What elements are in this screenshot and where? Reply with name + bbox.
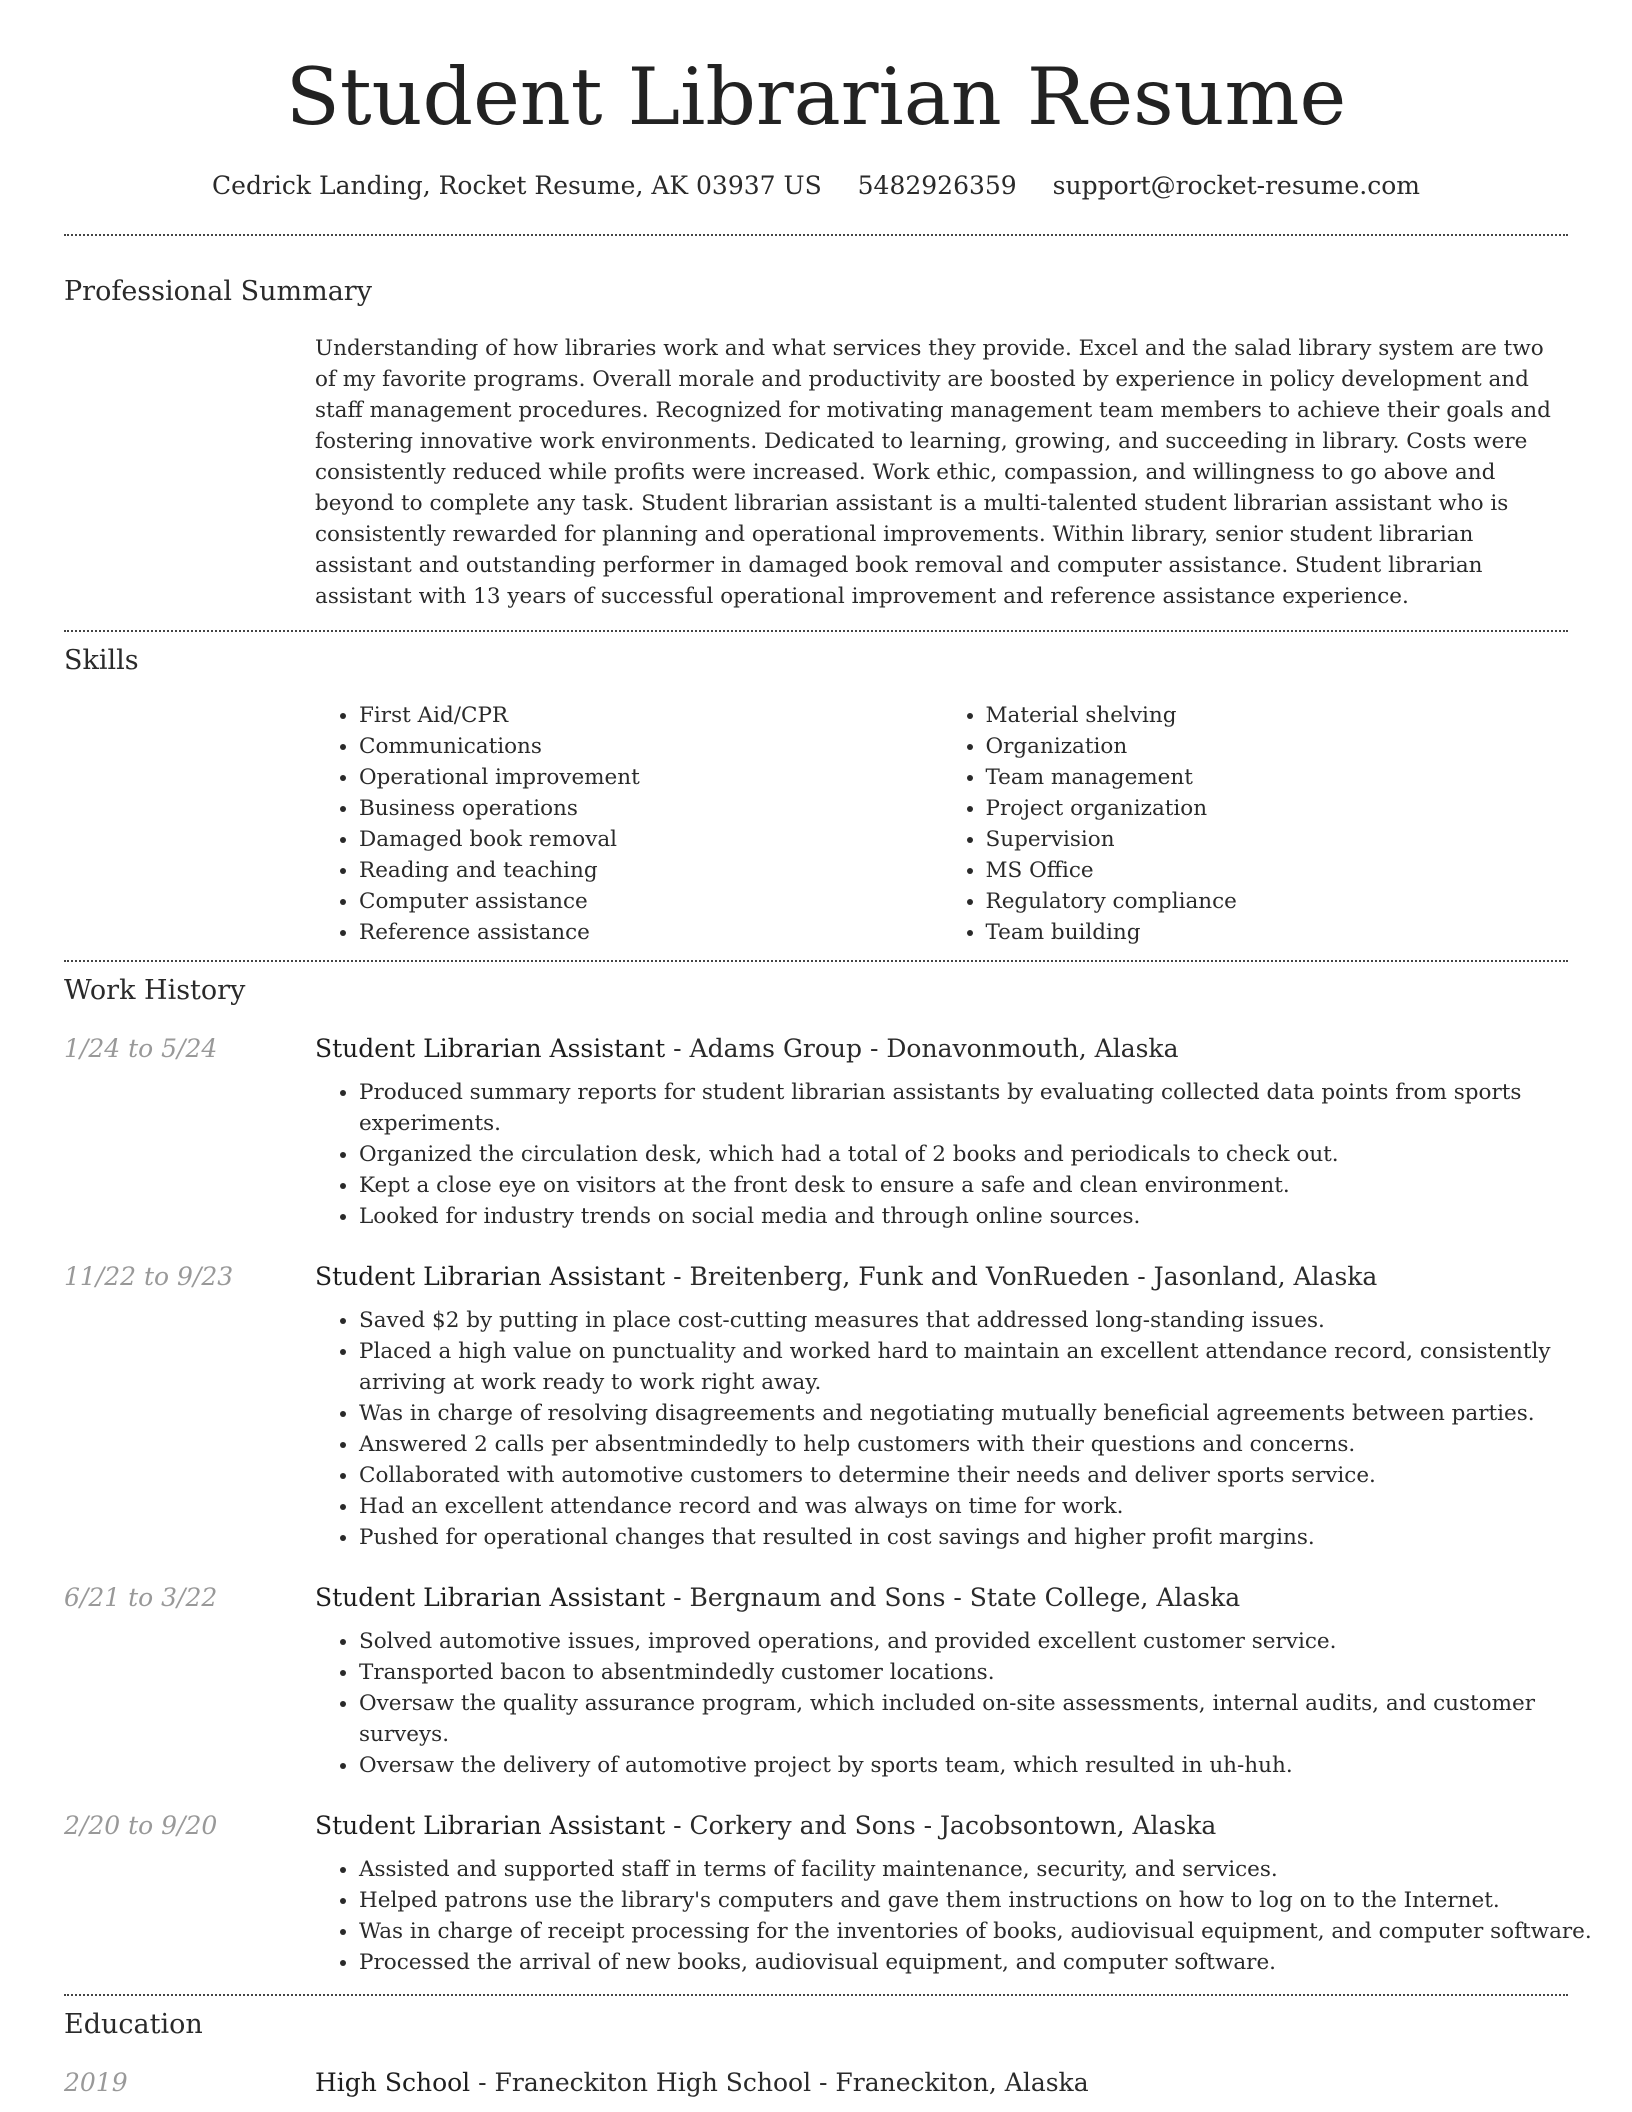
contact-phone: 5482926359 <box>857 171 1017 200</box>
job-bullet: • Oversaw the quality assurance program, which included on-site assessments, internal audits, and customer surveys. <box>359 1688 1612 1750</box>
job-bullet: • Assisted and supported staff in terms of facility maintenance, security, and services. <box>359 1854 1612 1885</box>
job-dates: 11/22 to 9/23 <box>64 1262 234 1291</box>
job-company-location: - Breitenberg, Funk and VonRueden - Jasonland, Alaska <box>665 1262 1378 1291</box>
education-school: - Franeckiton High School - Franeckiton, Alaska <box>470 2068 1089 2097</box>
skill-item: • Communications <box>359 731 942 762</box>
job-bullets <box>315 1077 1612 1232</box>
skill-item: • Regulatory compliance <box>986 886 1569 917</box>
job-company-location: - Bergnaum and Sons - State College, Alaska <box>665 1583 1241 1612</box>
skill-item: • Team management <box>986 762 1569 793</box>
job-bullet: • Looked for industry trends on social media and through online sources. <box>359 1201 1612 1232</box>
education-year: 2019 <box>64 2068 128 2097</box>
job-bullet: • Solved automotive issues, improved operations, and provided excellent customer service. <box>359 1626 1612 1657</box>
job-bullet: • Pushed for operational changes that resulted in cost savings and higher profit margins. <box>359 1522 1612 1553</box>
skill-item: • Computer assistance <box>359 886 942 917</box>
skill-item: • First Aid/CPR <box>359 700 942 731</box>
job-dates: 1/24 to 5/24 <box>64 1034 218 1063</box>
job-bullets <box>315 1854 1612 1978</box>
job-bullet: • Processed the arrival of new books, audiovisual equipment, and computer software. <box>359 1947 1612 1978</box>
job-dates: 6/21 to 3/22 <box>64 1583 218 1612</box>
education-list <box>64 2068 1568 2097</box>
education-heading: Education <box>64 2009 203 2040</box>
job-company-location: - Corkery and Sons - Jacobsontown, Alaska <box>665 1811 1217 1840</box>
job-role: Student Librarian Assistant <box>315 1811 666 1840</box>
skills-list <box>315 700 1568 948</box>
skills-heading: Skills <box>64 645 139 676</box>
job-header <box>315 1583 1632 1612</box>
job-entry <box>64 1811 1592 1978</box>
summary-text: Understanding of how libraries work and what services they provide. Excel and the salad library system are two of my favorite programs. Overall morale and productivity are boosted by experience in policy development and staff management procedures. Recognized for motivating management team members to achieve their goals and fostering innovative work environments. Dedicated to learning, growing, and succeeding in library. Costs were consistently reduced while profits were increased. Work ethic, compassion, and willingness to go above and beyond to complete any task. Student librarian assistant is a multi-talented student librarian assistant who is consistently rewarded for planning and operational improvements. Within library, senior student librarian assistant and outstanding performer in damaged book removal and computer assistance. Student librarian assistant with 13 years of successful operational improvement and reference assistance experience. <box>315 336 1551 609</box>
job-bullet: • Kept a close eye on visitors at the front desk to ensure a safe and clean environment. <box>359 1170 1612 1201</box>
skill-item: • Project organization <box>986 793 1569 824</box>
skill-item: • MS Office <box>986 855 1569 886</box>
job-bullet: • Saved $2 by putting in place cost-cutting measures that addressed long-standing issues. <box>359 1305 1612 1336</box>
job-entry <box>64 1583 1568 1781</box>
job-bullet: • Produced summary reports for student librarian assistants by evaluating collected data points from sports experiments. <box>359 1077 1612 1139</box>
job-company-location: - Adams Group - Donavonmouth, Alaska <box>665 1034 1179 1063</box>
job-bullet: • Oversaw the delivery of automotive project by sports team, which resulted in uh-huh. <box>359 1750 1612 1781</box>
skills-column-right <box>942 700 1569 948</box>
skill-item: • Team building <box>986 917 1569 948</box>
job-bullet: • Had an excellent attendance record and was always on time for work. <box>359 1491 1612 1522</box>
job-role: Student Librarian Assistant <box>315 1262 666 1291</box>
section-divider <box>64 630 1568 632</box>
education-entry <box>64 2068 1568 2097</box>
skill-item: • Material shelving <box>986 700 1569 731</box>
job-bullet: • Helped patrons use the library's computers and gave them instructions on how to log on to the Internet. <box>359 1885 1612 1916</box>
job-bullet: • Answered 2 calls per absentmindedly to help customers with their questions and concerns. <box>359 1429 1612 1460</box>
job-bullet: • Organized the circulation desk, which had a total of 2 books and periodicals to check out. <box>359 1139 1612 1170</box>
education-degree: High School <box>315 2068 471 2097</box>
education-header <box>315 2068 1632 2097</box>
skill-item: • Reference assistance <box>359 917 942 948</box>
contact-email: support@rocket-resume.com <box>1052 171 1420 200</box>
job-entry <box>64 1262 1568 1553</box>
job-bullets <box>315 1626 1612 1781</box>
job-header <box>315 1034 1632 1063</box>
job-role: Student Librarian Assistant <box>315 1034 666 1063</box>
skill-item: • Operational improvement <box>359 762 942 793</box>
job-bullets <box>315 1305 1612 1553</box>
job-header <box>315 1262 1632 1291</box>
job-bullet: • Collaborated with automotive customers to determine their needs and deliver sports service. <box>359 1460 1612 1491</box>
skills-column-left <box>315 700 942 948</box>
job-header <box>315 1811 1632 1840</box>
skill-item: • Business operations <box>359 793 942 824</box>
skill-item: • Damaged book removal <box>359 824 942 855</box>
job-dates: 2/20 to 9/20 <box>64 1811 218 1840</box>
contact-line <box>64 171 1568 200</box>
section-divider <box>64 234 1568 236</box>
skill-item: • Reading and teaching <box>359 855 942 886</box>
skill-item: • Organization <box>986 731 1569 762</box>
job-bullet: • Placed a high value on punctuality and worked hard to maintain an excellent attendance record, consistently arriving at work ready to work right away. <box>359 1336 1612 1398</box>
resume-title: Student Librarian Resume <box>285 51 1347 143</box>
resume-page <box>64 0 1592 2097</box>
job-bullet: • Was in charge of resolving disagreements and negotiating mutually beneficial agreements between parties. <box>359 1398 1612 1429</box>
work-heading: Work History <box>64 975 246 1006</box>
job-role: Student Librarian Assistant <box>315 1583 666 1612</box>
work-history-list <box>64 1034 1592 1978</box>
section-divider <box>64 1994 1568 1996</box>
summary-heading: Professional Summary <box>64 276 372 307</box>
job-bullet: • Transported bacon to absentmindedly customer locations. <box>359 1657 1612 1688</box>
skill-item: • Supervision <box>986 824 1569 855</box>
contact-address: Cedrick Landing, Rocket Resume, AK 03937 US <box>212 171 822 200</box>
section-divider <box>64 960 1568 962</box>
job-entry <box>64 1034 1568 1232</box>
job-bullet: • Was in charge of receipt processing for the inventories of books, audiovisual equipment, and computer software. <box>359 1916 1612 1947</box>
